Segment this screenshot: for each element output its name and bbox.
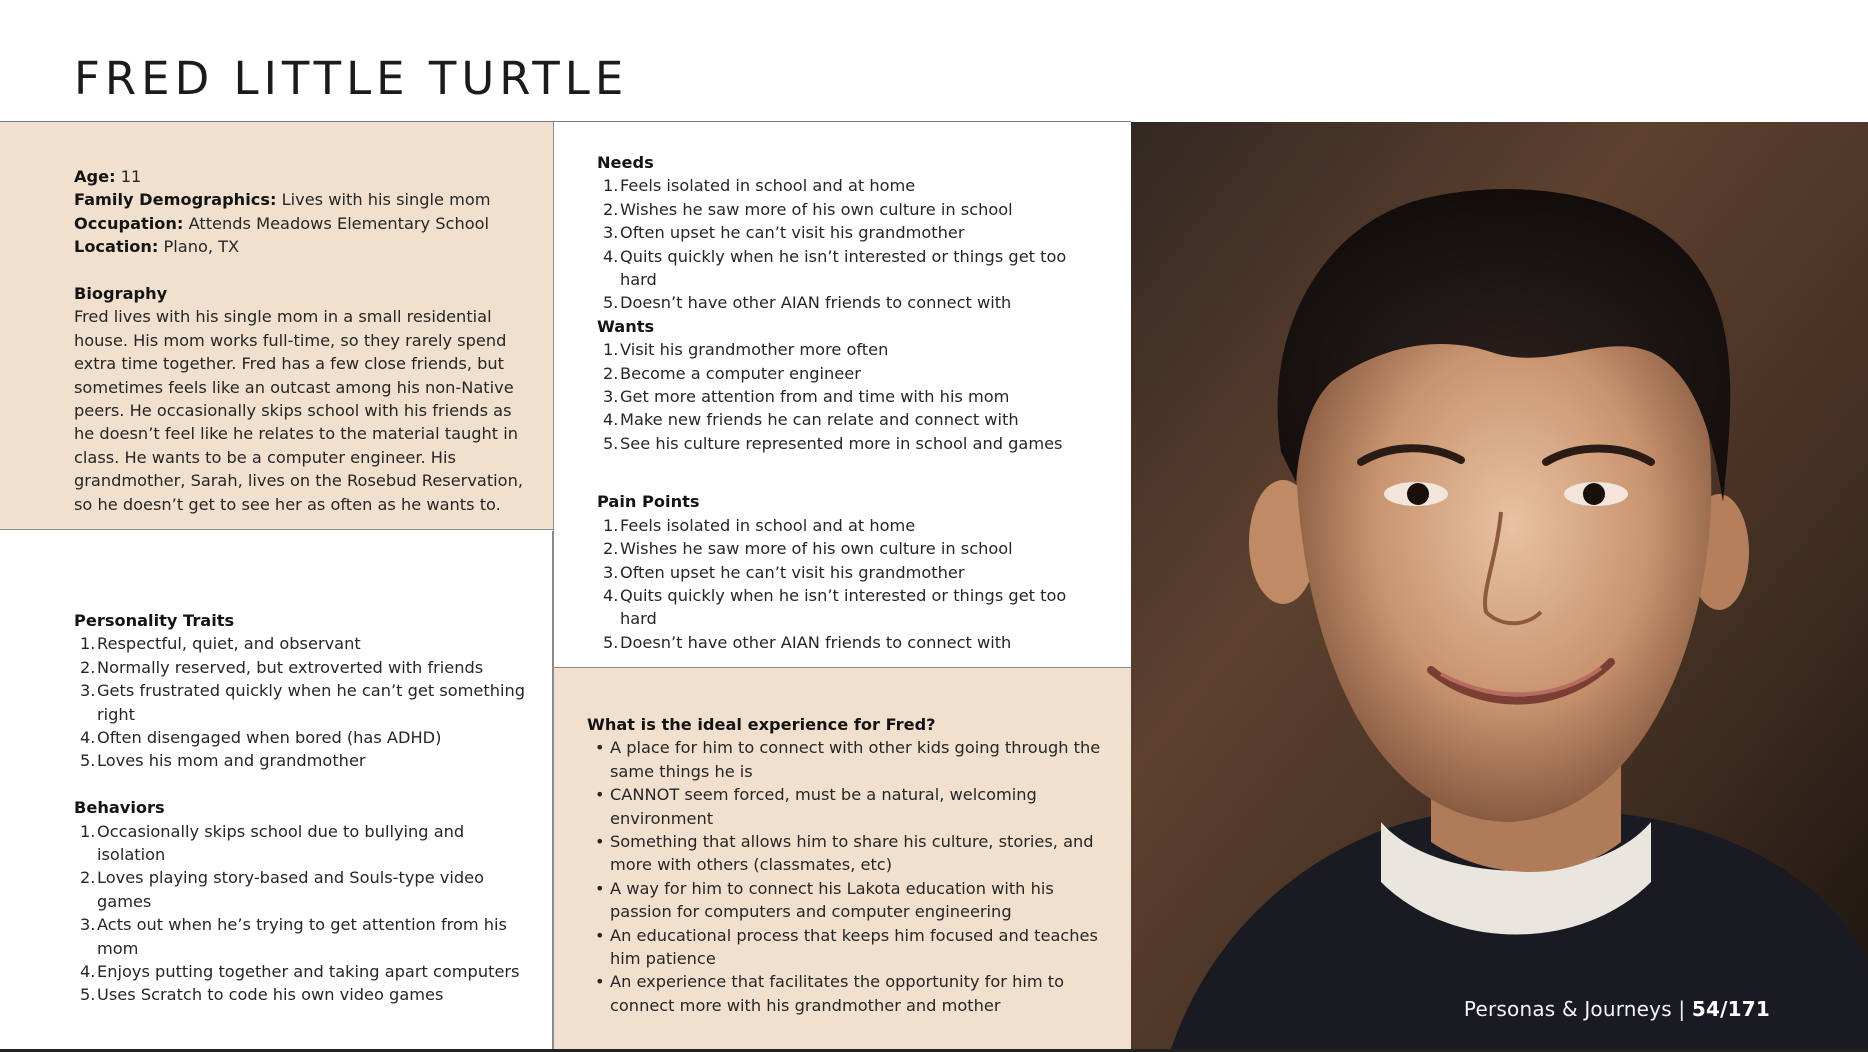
needs-panel: [553, 122, 1131, 668]
need-item: [597, 198, 1117, 221]
personality-item: [74, 679, 544, 726]
list-item-text: Doesn’t have other AIAN friends to connect with: [620, 293, 1012, 313]
list-item-text: Often upset he can’t visit his grandmother: [620, 223, 965, 243]
list-number: 3.: [80, 915, 96, 935]
ideal-item: [587, 830, 1127, 877]
pain-point-item: [597, 537, 1117, 560]
profile-panel: [0, 122, 553, 530]
location-row: [74, 235, 544, 258]
biography-line: house. His mom works full-time, so they rarely spend: [74, 330, 507, 350]
list-item-text: hard: [620, 270, 657, 290]
ideal-item: [587, 736, 1127, 783]
biography-line: he doesn’t feel like he relates to the material taught in: [74, 424, 519, 444]
page-number: 54/171: [1691, 997, 1770, 1021]
footer-section: Personas & Journeys |: [1463, 997, 1686, 1021]
list-item-text: Get more attention from and time with his mom: [620, 387, 1010, 407]
age-row: [74, 165, 544, 188]
list-number: 5.: [80, 751, 96, 771]
age-value: 11: [120, 167, 142, 186]
portrait-photo: [1131, 122, 1868, 1049]
list-item-text: Often upset he can’t visit his grandmother: [620, 562, 965, 582]
behavior-item: [74, 960, 544, 983]
location-label: Location:: [74, 237, 159, 257]
list-number: 5.: [80, 985, 96, 1005]
biography-line: Fred lives with his single mom in a small residential: [74, 307, 492, 327]
list-item-text: Quits quickly when he isn’t interested or things get too: [620, 585, 1067, 605]
list-number: 2.: [603, 539, 619, 559]
list-item-text: Wishes he saw more of his own culture in school: [620, 539, 1013, 559]
needs-list: [597, 174, 1117, 314]
list-item-text: Make new friends he can relate and connect with: [620, 410, 1019, 430]
list-item-text: right: [97, 704, 136, 724]
list-item-text: environment: [610, 808, 714, 828]
biography-line: class. He wants to be a computer engineer. His: [74, 447, 456, 467]
need-item: [597, 221, 1117, 244]
personality-heading: Personality Traits: [74, 611, 235, 630]
list-item-text: Feels isolated in school and at home: [620, 176, 916, 196]
ideal-item: [587, 970, 1127, 1017]
list-item-text: passion for computers and computer engineering: [610, 902, 1012, 922]
list-number: 5.: [603, 433, 619, 453]
list-item-text: • An experience that facilitates the opportunity for him to: [610, 972, 1065, 992]
behavior-item: [74, 866, 544, 913]
list-item-text: Loves his mom and grandmother: [97, 751, 366, 771]
list-number: 4.: [603, 410, 619, 430]
biography-text: [74, 305, 544, 516]
biography-line: peers. He occasionally skips school with his friends as: [74, 401, 512, 421]
list-number: 4.: [603, 585, 619, 605]
list-item-text: • A place for him to connect with other kids going through the: [610, 738, 1101, 758]
want-item: [597, 338, 1117, 361]
ideal-experience-panel: [553, 668, 1131, 1049]
personality-item: [74, 656, 544, 679]
need-item: [597, 245, 1117, 292]
list-number: 1.: [603, 176, 619, 196]
family-label: Family Demographics:: [74, 190, 277, 210]
page-title: FRED LITTLE TURTLE: [74, 52, 629, 105]
age-label: Age:: [74, 167, 116, 186]
occupation-row: [74, 212, 544, 235]
list-item-text: Often disengaged when bored (has ADHD): [97, 728, 442, 748]
list-item-text: Wishes he saw more of his own culture in school: [620, 199, 1013, 219]
family-row: [74, 188, 544, 211]
list-item-text: same things he is: [610, 761, 753, 781]
page-footer: [1464, 997, 1770, 1021]
pain-point-item: [597, 514, 1117, 537]
ideal-list: [587, 736, 1127, 1017]
list-item-text: more with others (classmates, etc): [610, 855, 893, 875]
behaviors-list: [74, 820, 544, 1007]
list-item-text: Enjoys putting together and taking apart computers: [97, 962, 520, 982]
ideal-item: [587, 877, 1127, 924]
list-number: 3.: [603, 562, 619, 582]
occupation-label: Occupation:: [74, 213, 184, 233]
behaviors-heading: Behaviors: [74, 798, 165, 818]
list-item-text: See his culture represented more in school and games: [620, 433, 1063, 453]
list-number: 1.: [603, 340, 619, 360]
personality-list: [74, 632, 544, 772]
want-item: [597, 432, 1117, 455]
list-item-text: isolation: [97, 845, 166, 865]
list-item-text: • An educational process that keeps him focused and teaches: [610, 925, 1098, 945]
list-number: 3.: [80, 681, 96, 701]
need-item: [597, 174, 1117, 197]
biography-line: extra time together. Fred has a few close friends, but: [74, 354, 505, 374]
list-item-text: Feels isolated in school and at home: [620, 515, 916, 535]
list-item-text: • Something that allows him to share his culture, stories, and: [610, 832, 1094, 852]
list-number: 3.: [603, 387, 619, 407]
list-number: 1.: [603, 515, 619, 535]
list-item-text: Acts out when he’s trying to get attention from his: [97, 915, 507, 935]
want-item: [597, 385, 1117, 408]
list-number: 1.: [80, 634, 96, 654]
list-item-text: Gets frustrated quickly when he can’t get something: [97, 681, 526, 701]
list-number: 1.: [80, 821, 96, 841]
need-item: [597, 291, 1117, 314]
location-value: Plano, TX: [163, 237, 240, 257]
list-item-text: mom: [97, 938, 139, 958]
list-number: 4.: [80, 728, 96, 748]
list-number: 5.: [603, 632, 619, 652]
list-item-text: Loves playing story-based and Souls-type video: [97, 868, 485, 888]
list-number: 2.: [80, 657, 96, 677]
list-number: 2.: [603, 199, 619, 219]
list-number: 3.: [603, 223, 619, 243]
pain-point-item: [597, 631, 1117, 654]
pain-points-list: [597, 514, 1117, 654]
wants-heading: Wants: [597, 316, 655, 336]
family-value: Lives with his single mom: [281, 190, 491, 210]
list-item-text: games: [97, 891, 152, 911]
list-number: 5.: [603, 293, 619, 313]
ideal-item: [587, 783, 1127, 830]
list-number: 2.: [80, 868, 96, 888]
list-number: 2.: [603, 363, 619, 383]
biography-heading: Biography: [74, 284, 168, 304]
ideal-heading: What is the ideal experience for Fred?: [587, 715, 936, 734]
list-item-text: • CANNOT seem forced, must be a natural, welcoming: [610, 785, 1037, 805]
list-number: 4.: [80, 962, 96, 982]
personality-item: [74, 632, 544, 655]
list-item-text: Normally reserved, but extroverted with friends: [97, 657, 484, 677]
list-item-text: Respectful, quiet, and observant: [97, 634, 361, 654]
list-item-text: Occasionally skips school due to bullying and: [97, 821, 465, 841]
list-item-text: hard: [620, 609, 657, 629]
list-item-text: him patience: [610, 949, 716, 969]
needs-heading: Needs: [597, 153, 654, 172]
list-item-text: Quits quickly when he isn’t interested or things get too: [620, 246, 1067, 266]
traits-panel: [0, 531, 553, 1049]
ideal-item: [587, 924, 1127, 971]
biography-line: so he doesn’t get to see her as often as he wants to.: [74, 494, 501, 514]
list-item-text: connect more with his grandmother and mother: [610, 995, 1001, 1015]
want-item: [597, 408, 1117, 431]
list-item-text: Become a computer engineer: [620, 363, 861, 383]
list-item-text: • A way for him to connect his Lakota education with his: [610, 878, 1054, 898]
pain-point-item: [597, 584, 1117, 631]
biography-line: grandmother, Sarah, lives on the Rosebud Reservation,: [74, 471, 523, 491]
biography-line: sometimes feels like an outcast among his non-Native: [74, 377, 514, 397]
list-item-text: Uses Scratch to code his own video games: [97, 985, 444, 1005]
list-item-text: Doesn’t have other AIAN friends to connect with: [620, 632, 1012, 652]
pain-points-heading: Pain Points: [597, 492, 700, 512]
wants-list: [597, 338, 1117, 455]
behavior-item: [74, 983, 544, 1006]
behavior-item: [74, 820, 544, 867]
behavior-item: [74, 913, 544, 960]
personality-item: [74, 726, 544, 749]
profile-details: [74, 165, 544, 516]
want-item: [597, 362, 1117, 385]
list-number: 4.: [603, 246, 619, 266]
occupation-value: Attends Meadows Elementary School: [188, 213, 490, 233]
pain-point-item: [597, 561, 1117, 584]
list-item-text: Visit his grandmother more often: [620, 340, 889, 360]
personality-item: [74, 749, 544, 772]
portrait-image: [1131, 122, 1868, 1049]
